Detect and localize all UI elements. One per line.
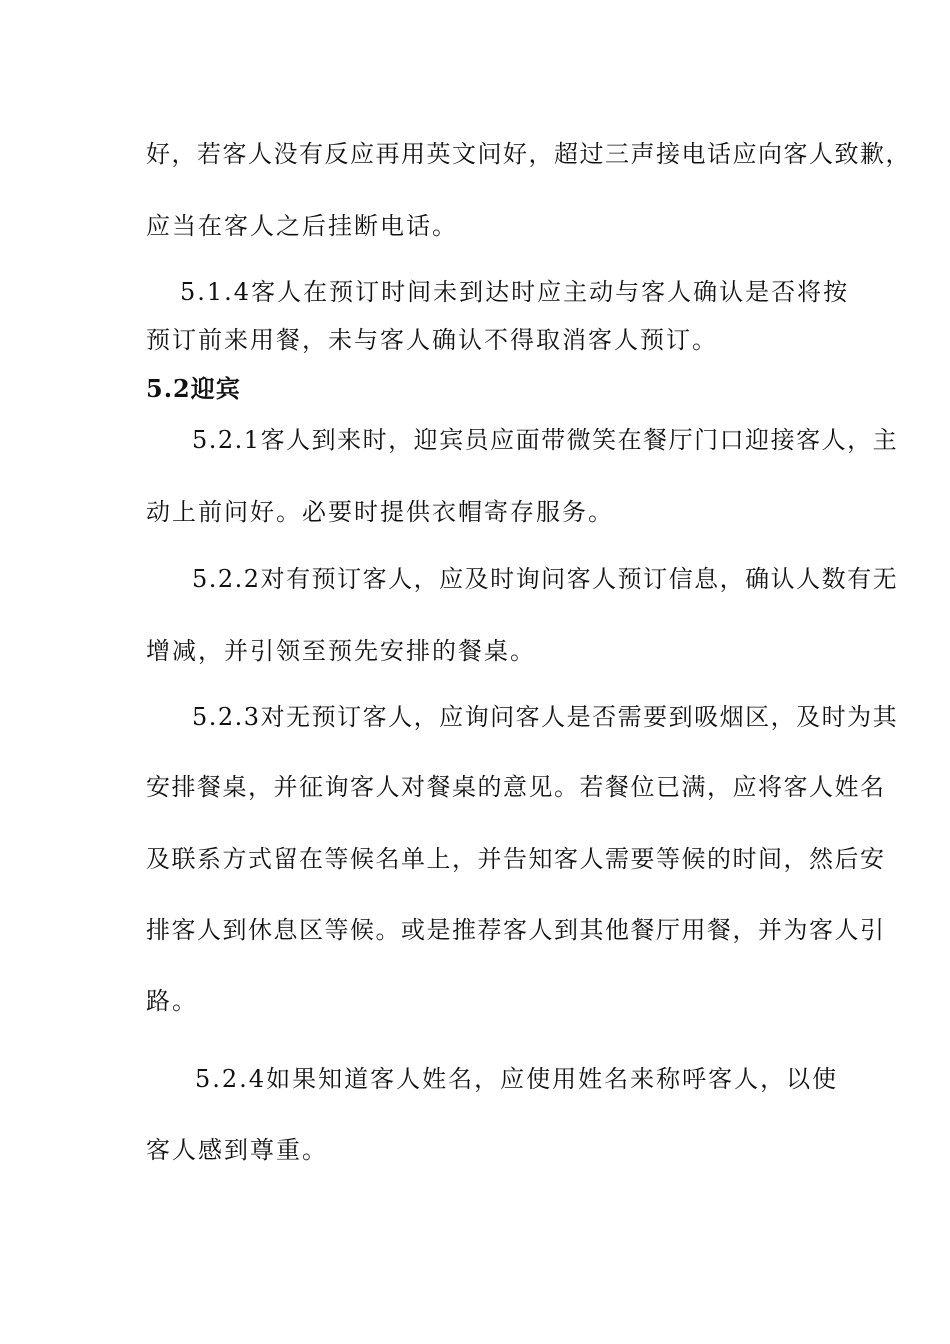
paragraph-line: 增减，并引领至预先安排的餐桌。: [146, 637, 536, 665]
paragraph-line: 5.2.4如果知道客人姓名，应使用姓名来称呼客人，以使: [195, 1065, 839, 1093]
paragraph-line: 客人感到尊重。: [146, 1136, 328, 1164]
paragraph-line: 动上前问好。必要时提供衣帽寄存服务。: [146, 498, 614, 526]
section-heading: 5.2迎宾: [146, 374, 241, 403]
paragraph-line: 预订前来用餐，未与客人确认不得取消客人预订。: [146, 326, 718, 354]
paragraph-line: 5.2.2对有预订客人，应及时询问客人预订信息，确认人数有无: [192, 565, 899, 593]
paragraph-line: 路。: [146, 987, 198, 1015]
paragraph-line: 排客人到休息区等候。或是推荐客人到其他餐厅用餐，并为客人引: [146, 916, 886, 944]
paragraph-line: 及联系方式留在等候名单上，并告知客人需要等候的时间，然后安: [146, 845, 886, 873]
paragraph-line: 5.2.3对无预订客人，应询问客人是否需要到吸烟区，及时为其: [192, 703, 899, 731]
paragraph-line: 应当在客人之后挂断电话。: [146, 212, 458, 240]
paragraph-line: 5.2.1客人到来时，迎宾员应面带微笑在餐厅门口迎接客人，主: [192, 426, 899, 454]
paragraph-line: 安排餐桌，并征询客人对餐桌的意见。若餐位已满，应将客人姓名: [146, 773, 886, 801]
paragraph-line: 好，若客人没有反应再用英文问好，超过三声接电话应向客人致歉，: [146, 140, 911, 168]
paragraph-line: 5.1.4客人在预订时间未到达时应主动与客人确认是否将按: [180, 278, 850, 306]
